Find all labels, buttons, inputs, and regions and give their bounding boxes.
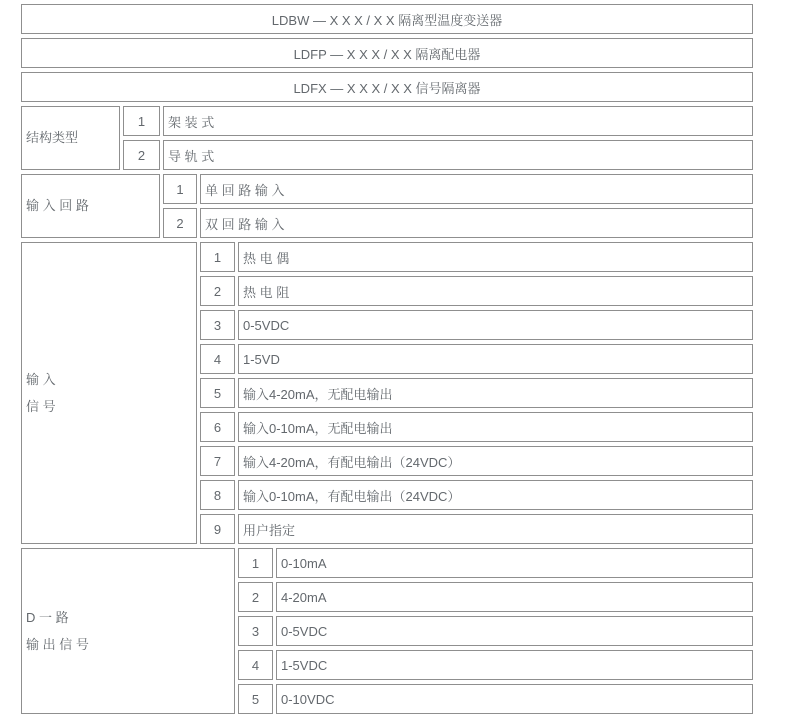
option-desc-cell: 热 电 阻: [238, 276, 753, 306]
header-row-ldfx: [21, 72, 753, 102]
option-code-cell: 2: [123, 140, 160, 170]
option-desc-cell: 架 装 式: [163, 106, 753, 136]
option-desc-cell: 输入4-20mA，有配电输出（24VDC）: [238, 446, 753, 476]
section-label-line: 信 号: [26, 398, 56, 414]
option-code-cell: 5: [200, 378, 235, 408]
option-desc-cell: 双 回 路 输 入: [200, 208, 753, 238]
option-code-cell: 7: [200, 446, 235, 476]
section-label-line: 结构类型: [26, 130, 79, 145]
option-code-cell: 4: [238, 650, 273, 680]
option-code-cell: 2: [163, 208, 197, 238]
option-code-cell: 4: [200, 344, 235, 374]
section-label-line: 输 出 信 号: [26, 636, 89, 652]
table-row: [21, 106, 753, 136]
option-desc-cell: 0-5VDC: [238, 310, 753, 340]
table-row: [21, 140, 753, 170]
option-desc-cell: 输入0-10mA，无配电输出: [238, 412, 753, 442]
option-code-cell: 5: [238, 684, 273, 714]
option-code-cell: 2: [200, 276, 235, 306]
option-desc-cell: 输入0-10mA，有配电输出（24VDC）: [238, 480, 753, 510]
section-label-line: D 一 路: [26, 609, 69, 625]
section-label-output-signal: [21, 548, 235, 714]
option-desc-cell: 输入4-20mA，无配电输出: [238, 378, 753, 408]
model-title-ldfx: LDFX — X X X / X X 信号隔离器: [21, 72, 753, 102]
section-label-structure-type: [21, 106, 120, 170]
option-desc-cell: 1-5VD: [238, 344, 753, 374]
option-code-cell: 8: [200, 480, 235, 510]
option-desc-cell: 0-10mA: [276, 548, 753, 578]
model-selection-table: [18, 0, 756, 717]
option-desc-cell: 导 轨 式: [163, 140, 753, 170]
section-label-input-loop: [21, 174, 160, 238]
option-code-cell: 3: [238, 616, 273, 646]
section-label-line: 输 入: [26, 371, 56, 387]
header-row-ldfp: [21, 38, 753, 68]
option-code-cell: 1: [123, 106, 160, 136]
table-row: [21, 242, 753, 272]
option-code-cell: 6: [200, 412, 235, 442]
table-row: [21, 548, 753, 578]
option-desc-cell: 0-10VDC: [276, 684, 753, 714]
model-title-ldbw: LDBW — X X X / X X 隔离型温度变送器: [21, 4, 753, 34]
option-desc-cell: 单 回 路 输 入: [200, 174, 753, 204]
option-code-cell: 9: [200, 514, 235, 544]
option-desc-cell: 热 电 偶: [238, 242, 753, 272]
section-label-line: 输 入 回 路: [26, 198, 89, 213]
option-desc-cell: 4-20mA: [276, 582, 753, 612]
table-row: [21, 174, 753, 204]
option-desc-cell: 0-5VDC: [276, 616, 753, 646]
model-title-ldfp: LDFP — X X X / X X 隔离配电器: [21, 38, 753, 68]
header-row-ldbw: [21, 4, 753, 34]
option-code-cell: 3: [200, 310, 235, 340]
option-desc-cell: 1-5VDC: [276, 650, 753, 680]
section-label-input-signal: [21, 242, 197, 544]
option-code-cell: 1: [163, 174, 197, 204]
option-code-cell: 1: [200, 242, 235, 272]
option-code-cell: 2: [238, 582, 273, 612]
option-desc-cell: 用户指定: [238, 514, 753, 544]
option-code-cell: 1: [238, 548, 273, 578]
